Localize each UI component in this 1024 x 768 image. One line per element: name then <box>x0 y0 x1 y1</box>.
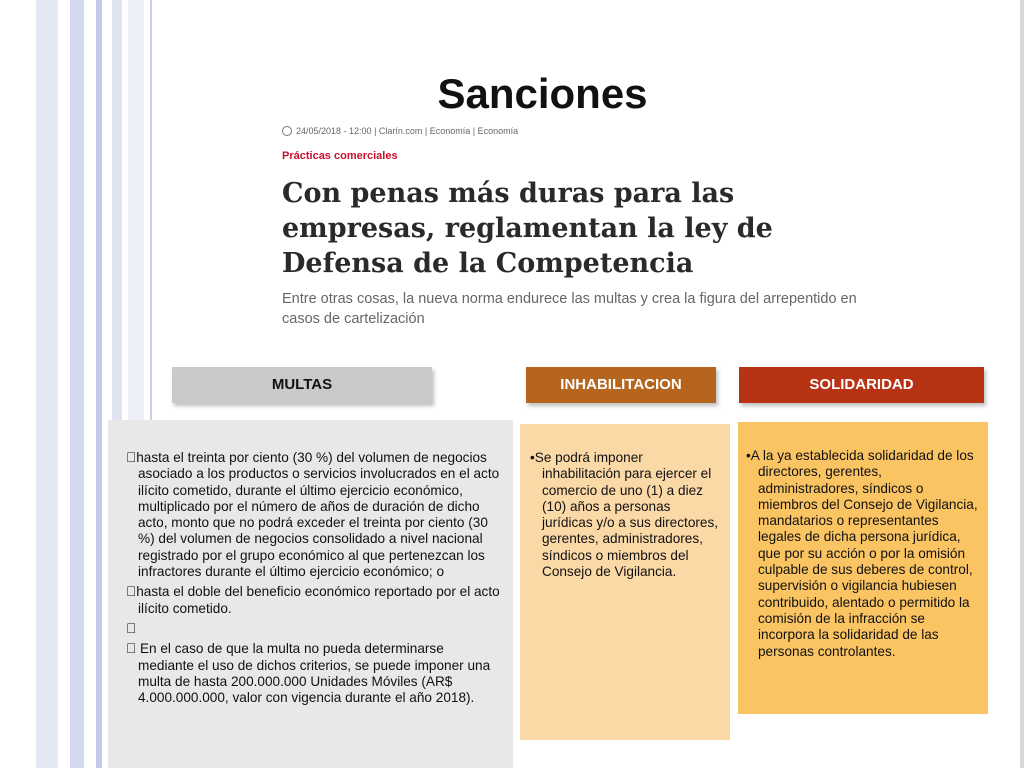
multas-paragraph: hasta el doble del beneficio económico reportado por el acto ilícito cometido. <box>126 584 490 616</box>
solidaridad-header: SOLIDARIDAD <box>739 367 984 403</box>
solidaridad-text: •A la ya establecida solidaridad de los directores, gerentes, administradores, síndicos o miembros del Consejo de Vigilancia, mandatarios o representantes legales de dicha persona jurídica, que por su acción o por la omisión culpable de sus deberes de control, supervisión o vigilancia hubiesen contribuido, alentado o permitido la comisión de la infracción se incorpora la solidaridad de las personas controlantes. <box>746 448 978 659</box>
multas-paragraph: hasta el treinta por ciento (30 %) del volumen de negocios asociado a los productos o servicios involucrados en el acto ilícito cometido, durante el último ejercicio económico, multiplicado por el número de años de duración de dicho acto, monto que no podrá exceder el treinta por ciento (30 %) del volumen de negocios consolidado a nivel nacional registrado por el grupo económico al que pertenezcan los infractores durante el último ejercicio económico; o <box>126 450 500 580</box>
article-section: Prácticas comerciales <box>282 150 398 162</box>
multas-paragraph: En el caso de que la multa no pueda determinarse mediante el uso de dichos criterios, se puede imponer una multa de hasta 200.000.000 Unidades Móviles (AR$ 4.000.000.000, valor con vigencia durante el año 2018). <box>126 620 491 685</box>
multas-content-box <box>108 420 513 768</box>
solidaridad-content-box <box>738 422 988 714</box>
article-headline: Con penas más duras para las empresas, reglamentan la ley de Defensa de la Competencia <box>282 178 773 279</box>
inhabilitacion-header: INHABILITACION <box>526 367 716 403</box>
multas-header: MULTAS <box>172 367 432 403</box>
clock-icon <box>282 126 292 136</box>
inhabilitacion-text: •Se podrá imponer inhabilitación para ejercer el comercio de uno (1) a diez (10) años a personas jurídicas y/o a sus directores, gerentes, administradores, síndicos o miembros del Consejo de Vigilancia. <box>530 450 719 580</box>
article-meta <box>282 126 922 136</box>
inhabilitacion-content-box <box>520 424 730 740</box>
article-lede: Entre otras cosas, la nueva norma endurece las multas y crea la figura del arrepentido en casos de cartelización <box>282 291 857 327</box>
multas-paragraph <box>126 621 503 637</box>
news-article-clipping <box>282 126 922 329</box>
slide-title: Sanciones <box>437 70 648 117</box>
article-meta-text: 24/05/2018 - 12:00 | Clarín.com | Economía | Economía <box>296 126 519 136</box>
